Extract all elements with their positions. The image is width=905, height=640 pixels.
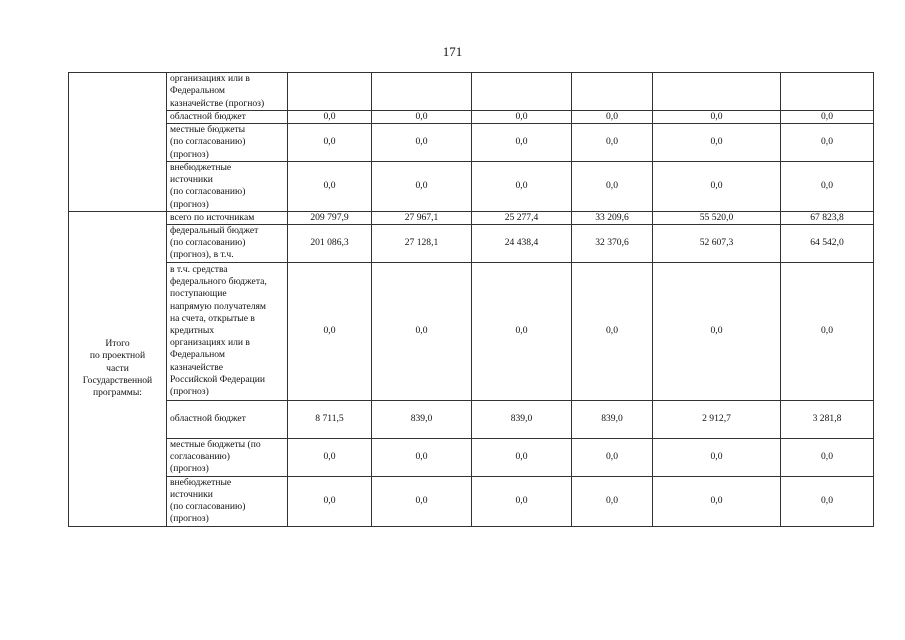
source-cell: федеральный бюджет (по согласованию) (прогноз), в т.ч. [167,225,288,263]
table-row [69,211,874,224]
value-cell: 33 209,6 [572,211,653,224]
value-cell: 209 797,9 [288,211,372,224]
value-cell: 0,0 [372,476,472,526]
source-cell: местные бюджеты (по согласованию) (прогноз) [167,124,288,162]
source-cell: в т.ч. средства федерального бюджета, поступающие напрямую получателям на счета, открытые в кредитных организациях или в Федеральном казначействе Российской Федерации (прогноз) [167,262,288,400]
value-cell: 67 823,8 [781,211,874,224]
value-cell: 0,0 [653,262,781,400]
value-cell: 0,0 [288,438,372,476]
table-row [69,161,874,211]
value-cell: 52 607,3 [653,225,781,263]
value-cell: 839,0 [372,400,472,438]
page-number: 171 [442,44,463,59]
value-cell: 0,0 [288,111,372,124]
value-cell: 0,0 [472,476,572,526]
value-cell: 0,0 [781,161,874,211]
program-empty-cell [69,73,167,212]
table-row [69,476,874,526]
value-cell: 0,0 [288,476,372,526]
budget-table [68,72,874,527]
value-cell: 64 542,0 [781,225,874,263]
value-cell: 2 912,7 [653,400,781,438]
value-cell: 0,0 [653,124,781,162]
value-cell: 0,0 [372,262,472,400]
source-cell: областной бюджет [167,111,288,124]
table-row [69,438,874,476]
budget-table-body [69,73,874,527]
value-cell: 27 967,1 [372,211,472,224]
value-cell: 3 281,8 [781,400,874,438]
source-cell: местные бюджеты (по согласованию) (прогноз) [167,438,288,476]
value-cell: 0,0 [653,161,781,211]
value-cell: 0,0 [288,262,372,400]
value-cell: 0,0 [372,124,472,162]
value-cell: 839,0 [572,400,653,438]
value-cell: 0,0 [472,262,572,400]
value-cell [572,73,653,111]
value-cell: 0,0 [472,124,572,162]
program-label-cell: Итого по проектной части Государственной программы: [69,211,167,526]
value-cell: 0,0 [572,161,653,211]
value-cell [288,73,372,111]
value-cell: 0,0 [572,438,653,476]
value-cell [372,73,472,111]
table-row [69,400,874,438]
table-row [69,111,874,124]
table-row [69,262,874,400]
value-cell: 25 277,4 [472,211,572,224]
value-cell: 0,0 [653,438,781,476]
source-cell: всего по источникам [167,211,288,224]
source-cell: областной бюджет [167,400,288,438]
value-cell: 0,0 [372,438,472,476]
value-cell: 0,0 [572,124,653,162]
value-cell: 0,0 [572,111,653,124]
value-cell: 0,0 [781,124,874,162]
table-row [69,73,874,111]
value-cell: 0,0 [372,111,472,124]
value-cell: 0,0 [572,476,653,526]
value-cell: 0,0 [472,438,572,476]
value-cell: 0,0 [372,161,472,211]
value-cell: 0,0 [472,161,572,211]
value-cell: 0,0 [288,161,372,211]
value-cell: 201 086,3 [288,225,372,263]
value-cell: 0,0 [472,111,572,124]
value-cell: 839,0 [472,400,572,438]
value-cell: 0,0 [288,124,372,162]
value-cell: 8 711,5 [288,400,372,438]
value-cell: 0,0 [572,262,653,400]
value-cell: 0,0 [653,111,781,124]
value-cell [653,73,781,111]
value-cell [781,73,874,111]
value-cell: 0,0 [781,262,874,400]
value-cell: 0,0 [781,438,874,476]
table-row [69,124,874,162]
value-cell: 0,0 [781,111,874,124]
source-cell: внебюджетные источники (по согласованию) (прогноз) [167,476,288,526]
source-cell: организациях или в Федеральном казначействе (прогноз) [167,73,288,111]
value-cell: 32 370,6 [572,225,653,263]
value-cell: 0,0 [781,476,874,526]
source-cell: внебюджетные источники (по согласованию) (прогноз) [167,161,288,211]
value-cell: 0,0 [653,476,781,526]
table-row [69,225,874,263]
value-cell [472,73,572,111]
value-cell: 24 438,4 [472,225,572,263]
value-cell: 55 520,0 [653,211,781,224]
value-cell: 27 128,1 [372,225,472,263]
